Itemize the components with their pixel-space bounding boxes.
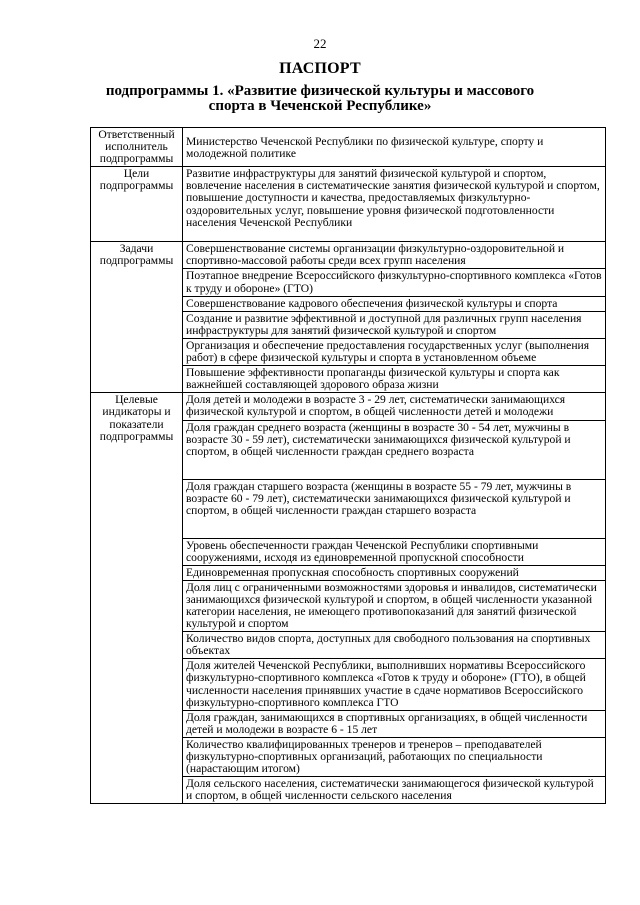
page-number: 22 [313, 36, 327, 51]
row-label-responsible: Ответственный исполнитель подпрограммы [91, 128, 183, 167]
document-subtitle: подпрограммы 1. «Развитие физической культуры и массового спорта в Чеченской Республике» [105, 83, 535, 114]
indicator-item: Доля жителей Чеченской Республики, выполнивших нормативы Всероссийского физкультурно-спортивного комплекса «Готов к труду и обороне» (ГТО), в общей численности населения принявших участие в сдаче нормативов Всероссийского физкультурно-спортивного комплекса ГТО [183, 659, 606, 710]
table-row [91, 393, 606, 420]
table-row [91, 167, 606, 242]
row-label-tasks: Задачи подпрограммы [91, 242, 183, 393]
indicator-item: Доля граждан, занимающихся в спортивных организациях, в общей численности детей и молодежи в возрасте 6 - 15 лет [183, 710, 606, 737]
indicator-item: Доля граждан среднего возраста (женщины в возрасте 30 - 54 лет, мужчины в возрасте 30 - 59 лет), систематически занимающихся физической культурой и спортом, в общей численности граждан среднего возраста [183, 420, 606, 479]
indicator-item: Количество квалифицированных тренеров и тренеров – преподавателей физкультурно-спортивных организаций, работающих по специальности (нарастающим итогом) [183, 737, 606, 776]
indicator-item: Доля детей и молодежи в возрасте 3 - 29 лет, систематически занимающихся физической культурой и спортом, в общей численности детей и молодежи [183, 393, 606, 420]
task-item: Создание и развитие эффективной и доступной для различных групп населения инфраструктуры для занятий физической культурой и спортом [183, 311, 606, 338]
passport-table [90, 127, 606, 804]
indicator-item: Единовременная пропускная способность спортивных сооружений [183, 565, 606, 580]
table-row [91, 128, 606, 167]
indicator-item: Уровень обеспеченности граждан Чеченской Республики спортивными сооружениями, исходя из единовременной пропускной способности [183, 538, 606, 565]
task-item: Повышение эффективности пропаганды физической культуры и спорта как важнейшей составляющей здорового образа жизни [183, 366, 606, 393]
row-value-goals: Развитие инфраструктуры для занятий физической культурой и спортом, вовлечение населения в систематические занятия физической культурой и спортом, повышение доступности и качества, предоставляемых физкультурно-оздоровительных услуг, повышение уровня физической подготовленности населения Чеченской Республики [183, 167, 606, 242]
indicator-item: Количество видов спорта, доступных для свободного пользования на спортивных объектах [183, 632, 606, 659]
row-value-responsible: Министерство Чеченской Республики по физической культуре, спорту и молодежной политике [183, 128, 606, 167]
row-label-indicators: Целевые индикаторы и показатели подпрограммы [91, 393, 183, 804]
indicator-item: Доля сельского населения, систематически занимающегося физической культурой и спортом, в общей численности сельского населения [183, 777, 606, 804]
task-item: Совершенствование системы организации физкультурно-оздоровительной и спортивно-массовой работы среди всех групп населения [183, 242, 606, 269]
indicator-item: Доля лиц с ограниченными возможностями здоровья и инвалидов, систематически занимающихся физической культурой и спортом, в общей численности указанной категории населения, не имеющего противопоказаний для занятий физической культурой и спортом [183, 580, 606, 631]
indicator-item: Доля граждан старшего возраста (женщины в возрасте 55 - 79 лет, мужчины в возрасте 60 - 79 лет), систематически занимающихся физической культурой и спортом, в общей численности граждан старшего возраста [183, 479, 606, 538]
task-item: Совершенствование кадрового обеспечения физической культуры и спорта [183, 296, 606, 311]
table-row [91, 242, 606, 269]
row-label-goals: Цели подпрограммы [91, 167, 183, 242]
task-item: Организация и обеспечение предоставления государственных услуг (выполнения работ) в сфере физической культуры и спорта в установленном объеме [183, 338, 606, 365]
task-item: Поэтапное внедрение Всероссийского физкультурно-спортивного комплекса «Готов к труду и обороне» (ГТО) [183, 269, 606, 296]
document-title: ПАСПОРТ [279, 60, 361, 77]
